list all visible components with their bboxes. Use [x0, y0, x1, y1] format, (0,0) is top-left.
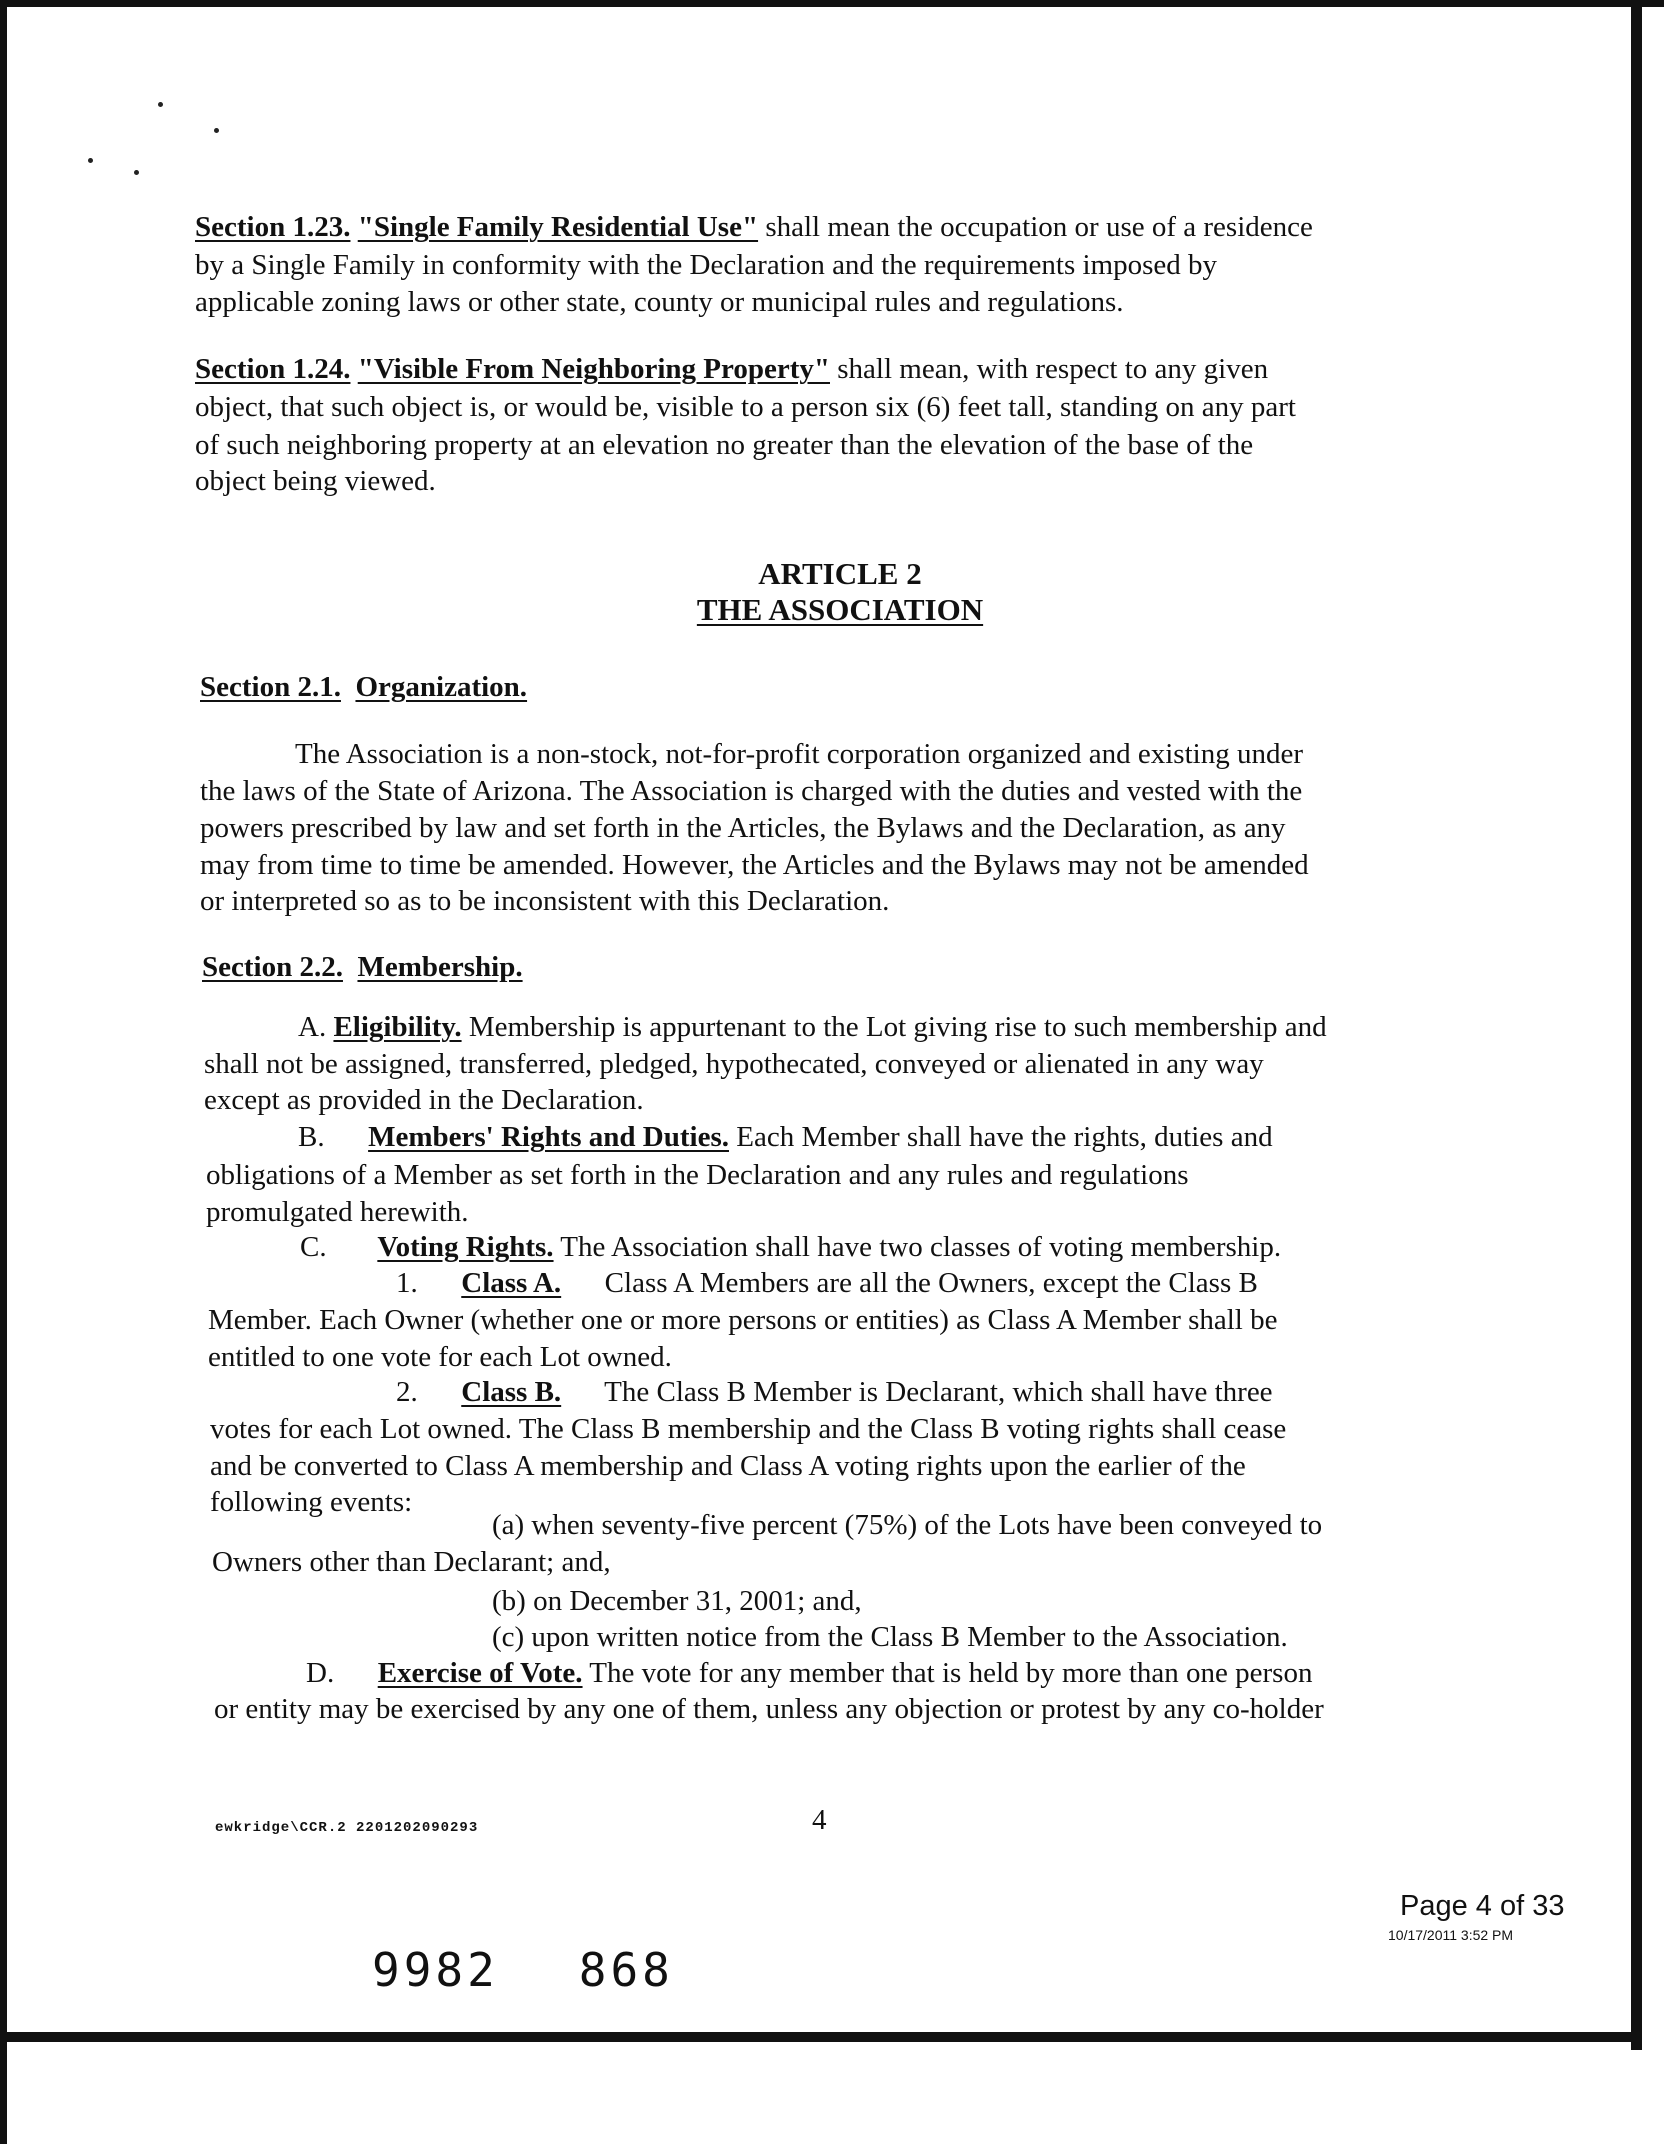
section-2-1-line: The Association is a non-stock, not-for-profit corporation organized and existing under: [295, 738, 1303, 770]
members-rights-line: promulgated herewith.: [206, 1196, 469, 1228]
section-1-23-line: applicable zoning laws or other state, county or municipal rules and regulations.: [195, 286, 1124, 318]
class-a-line: Member. Each Owner (whether one or more persons or entities) as Class A Member shall be: [208, 1304, 1278, 1336]
section-1-24-term: "Visible From Neighboring Property": [357, 353, 830, 385]
voting-rights-line: [300, 1228, 1281, 1267]
section-1-24-heading: Section 1.24.: [195, 353, 351, 385]
page-of-total: Page 4 of 33: [1400, 1890, 1565, 1922]
eligibility-title: Eligibility.: [333, 1011, 462, 1043]
exercise-vote-line: or entity may be exercised by any one of them, unless any objection or protest by any co-holder: [214, 1693, 1324, 1725]
book-number: 9982: [372, 1943, 499, 1997]
recording-number: [372, 1943, 754, 1997]
class-a-line: entitled to one vote for each Lot owned.: [208, 1341, 672, 1373]
section-1-24-line: of such neighboring property at an elevation no greater than the elevation of the base of the: [195, 429, 1254, 461]
class-b-line: votes for each Lot owned. The Class B membership and the Class B voting rights shall cease: [210, 1413, 1287, 1445]
eligibility-line: except as provided in the Declaration.: [204, 1084, 644, 1116]
article-number: ARTICLE 2: [758, 556, 922, 591]
members-rights-title: Members' Rights and Duties.: [368, 1121, 729, 1153]
section-1-23-line-1: [195, 208, 1313, 247]
section-2-2-title: Membership.: [357, 951, 523, 983]
section-1-23-line: by a Single Family in conformity with the Declaration and the requirements imposed by: [195, 249, 1218, 281]
section-1-23-heading: Section 1.23.: [195, 211, 351, 243]
exercise-vote-text: The vote for any member that is held by more than one person: [589, 1657, 1313, 1689]
section-2-1-heading: Section 2.1.: [200, 671, 341, 703]
section-1-24-line: object, that such object is, or would be, visible to a person six (6) feet tall, standing on any part: [195, 391, 1296, 423]
class-b-line: following events:: [210, 1486, 413, 1518]
scan-speck: [134, 170, 139, 175]
exercise-vote-marker: D.: [306, 1657, 335, 1689]
section-1-23-text: shall mean the occupation or use of a residence: [765, 211, 1313, 243]
section-1-24-line-1: [195, 350, 1268, 389]
section-2-1-line: the laws of the State of Arizona. The Association is charged with the duties and vested with the: [200, 775, 1303, 807]
class-b-marker: 2.: [396, 1376, 418, 1408]
section-2-1-title: Organization.: [355, 671, 528, 703]
voting-rights-marker: C.: [300, 1231, 327, 1263]
members-rights-line: obligations of a Member as set forth in the Declaration and any rules and regulations: [206, 1159, 1189, 1191]
scan-border-left: [0, 0, 7, 2144]
eligibility-marker: A.: [298, 1011, 327, 1043]
section-2-1-line: powers prescribed by law and set forth in the Articles, the Bylaws and the Declaration, as any: [200, 812, 1286, 844]
scan-speck: [88, 158, 93, 163]
scan-speck: [214, 128, 219, 133]
class-b-line: and be converted to Class A membership and Class A voting rights upon the earlier of the: [210, 1450, 1246, 1482]
members-rights-line-1: [298, 1118, 1273, 1157]
eligibility-text: Membership is appurtenant to the Lot giving rise to such membership and: [468, 1011, 1327, 1043]
event-a-line: (a) when seventy-five percent (75%) of the Lots have been conveyed to: [492, 1509, 1323, 1541]
section-1-23-term: "Single Family Residential Use": [357, 211, 759, 243]
section-2-1-line: or interpreted so as to be inconsistent with this Declaration.: [200, 885, 890, 917]
article-title-row: [620, 590, 1060, 629]
class-b-line-1: [396, 1373, 1273, 1412]
book-page-number: 868: [578, 1943, 674, 1997]
event-a-continuation: Owners other than Declarant; and,: [212, 1546, 611, 1578]
class-a-title: Class A.: [461, 1267, 562, 1299]
members-rights-marker: B.: [298, 1121, 325, 1153]
exercise-vote-title: Exercise of Vote.: [377, 1657, 583, 1689]
scan-border-top: [0, 0, 1664, 7]
class-b-text: The Class B Member is Declarant, which shall have three: [604, 1376, 1273, 1408]
eligibility-line-1: [298, 1008, 1327, 1047]
print-timestamp: 10/17/2011 3:52 PM: [1388, 1927, 1514, 1943]
exercise-vote-line-1: [306, 1654, 1312, 1693]
document-id: ewkridge\CCR.2 2201202090293: [215, 1820, 479, 1836]
class-a-line-1: [396, 1264, 1258, 1303]
scan-border-right: [1631, 0, 1642, 2050]
section-1-24-line: object being viewed.: [195, 465, 436, 497]
class-a-marker: 1.: [396, 1267, 418, 1299]
event-b-line: (b) on December 31, 2001; and,: [492, 1585, 862, 1617]
class-b-title: Class B.: [461, 1376, 562, 1408]
page-number: 4: [812, 1804, 827, 1836]
voting-rights-text: The Association shall have two classes of voting membership.: [560, 1231, 1282, 1263]
section-2-2-heading-row: [202, 948, 523, 987]
section-2-2-heading: Section 2.2.: [202, 951, 343, 983]
article-title: THE ASSOCIATION: [696, 592, 984, 627]
scan-speck: [158, 102, 163, 107]
section-1-24-text: shall mean, with respect to any given: [837, 353, 1269, 385]
eligibility-line: shall not be assigned, transferred, pledged, hypothecated, conveyed or alienated in any way: [204, 1048, 1264, 1080]
section-2-1-heading-row: [200, 668, 527, 707]
scan-border-bottom: [0, 2032, 1642, 2042]
section-2-1-line: may from time to time be amended. However, the Articles and the Bylaws may not be amended: [200, 849, 1309, 881]
class-a-text: Class A Members are all the Owners, except the Class B: [604, 1267, 1258, 1299]
members-rights-text: Each Member shall have the rights, duties and: [736, 1121, 1273, 1153]
event-c-line: (c) upon written notice from the Class B Member to the Association.: [492, 1621, 1288, 1653]
voting-rights-title: Voting Rights.: [377, 1231, 554, 1263]
